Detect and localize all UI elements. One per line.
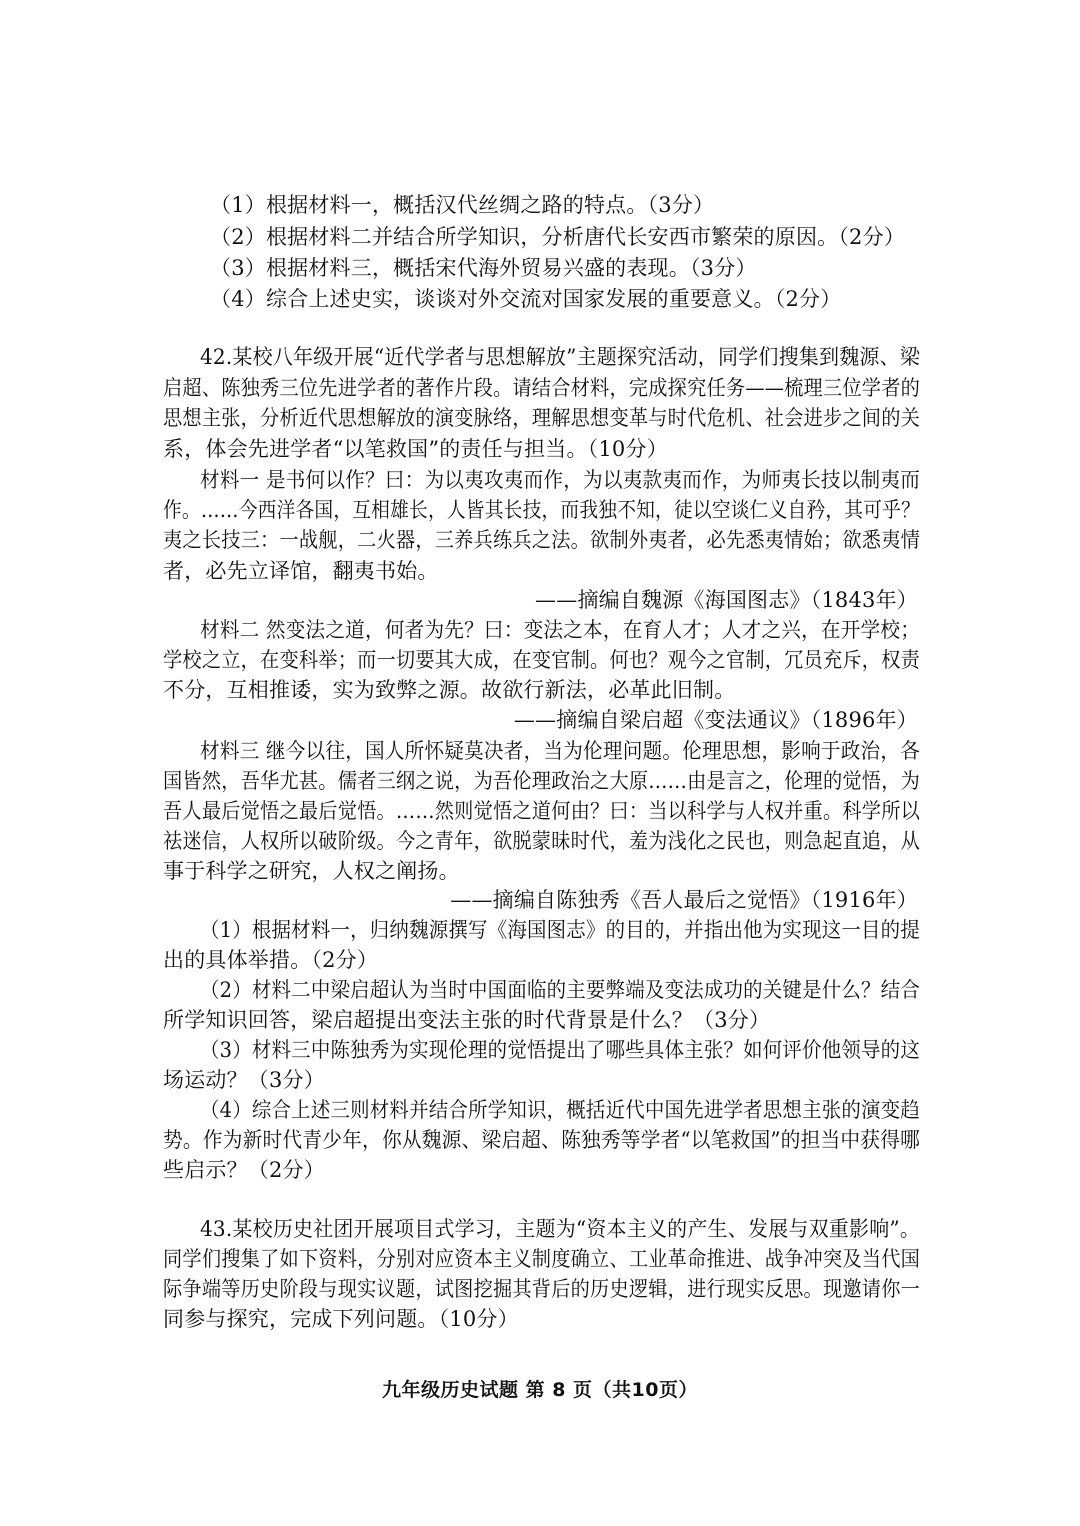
material3-line: 事于科学之研究，人权之阐扬。 [163, 859, 460, 883]
q43-intro-line: 同参与探究，完成下列问题。（10分） [163, 1307, 519, 1331]
material1-line: 材料一 是书何以作？曰：为以夷攻夷而作，为以夷款夷而作，为师夷长技以制夷而 [200, 468, 921, 492]
q42-intro-line: 启超、陈独秀三位先进学者的著作片段。请结合材料，完成探究任务——梳理三位学者的 [163, 376, 921, 400]
material3-source: ——摘编自陈独秀《吾人最后之觉悟》（1916年） [450, 888, 918, 912]
q42-intro-line: 42.某校八年级开展“近代学者与思想解放”主题探究活动，同学们搜集到魏源、梁 [200, 345, 921, 369]
q42-question-line: （3）材料三中陈独秀为实现伦理的觉悟提出了哪些具体主张？如何评价他领导的这 [200, 1038, 920, 1062]
material1-line: 夷之长技三：一战舰，二火器，三养兵练兵之法。欲制外夷者，必先悉夷情始；欲悉夷情 [163, 528, 921, 552]
q43-intro-line: 同学们搜集了如下资料，分别对应资本主义制度确立、工业革命推进、战争冲突及当代国 [163, 1247, 921, 1271]
q42-intro-line: 思想主张，分析近代思想解放的演变脉络，理解思想变革与时代危机、社会进步之间的关 [163, 406, 921, 430]
q42-question-line: （1）根据材料一，归纳魏源撰写《海国图志》的目的，并指出他为实现这一目的提 [200, 918, 920, 942]
q42-question-line: （2）材料二中梁启超认为当时中国面临的主要弊端及变法成功的关键是什么？结合 [200, 978, 920, 1002]
material1-line: 作。……今西洋各国，互相雄长，人皆其长技，而我独不知，徒以空谈仁义自矜，其可乎？ [163, 498, 921, 522]
q42-question-line: 场运动？（3分） [163, 1068, 325, 1092]
material2-line: 材料二 然变法之道，何者为先？曰：变法之本，在育人才；人才之兴，在开学校； [200, 618, 921, 642]
material2-line: 不分，互相推诿，实为致弊之源。故欲行新法，必革此旧制。 [163, 678, 736, 702]
q41-sub4: （4）综合上述史实，谈谈对外交流对国家发展的重要意义。（2分） [210, 287, 842, 311]
material1-line: 者，必先立译馆，翻夷书始。 [163, 559, 439, 583]
q42-question-line: （4）综合上述三则材料并结合所学知识，概括近代中国先进学者思想主张的演变趋 [200, 1098, 920, 1122]
material2-source: ——摘编自梁启超《变法通议》（1896年） [513, 708, 918, 732]
q42-question-line: 势。作为新时代青少年，你从魏源、梁启超、陈独秀等学者“以笔救国”的担当中获得哪 [163, 1128, 921, 1152]
q42-question-line: 所学知识回答，梁启超提出变法主张的时代背景是什么？（3分） [163, 1008, 771, 1032]
material2-line: 学校之立，在变科举；而一切要其大成，在变官制。何也？观今之官制，冗员充斥，权责 [163, 648, 921, 672]
q43-intro-line: 际争端等历史阶段与现实议题，试图挖掘其背后的历史逻辑，进行现实反思。现邀请你一 [163, 1277, 921, 1301]
material3-line: 祛迷信，人权所以破阶级。今之青年，欲脱蒙昧时代，羞为浅化之民也，则急起直追，从 [163, 829, 921, 853]
material3-line: 吾人最后觉悟之最后觉悟。……然则觉悟之道何由？曰：当以科学与人权并重。科学所以 [163, 799, 921, 823]
material3-line: 材料三 继今以往，国人所怀疑莫决者，当为伦理问题。伦理思想，影响于政治，各 [200, 739, 921, 763]
page-footer: 九年级历史试题 第 8 页（共10页） [381, 1379, 698, 1401]
q41-sub1: （1）根据材料一，概括汉代丝绸之路的特点。（3分） [210, 193, 715, 217]
q42-question-line: 些启示？（2分） [163, 1158, 325, 1182]
q41-sub3: （3）根据材料三，概括宋代海外贸易兴盛的表现。（3分） [210, 256, 757, 280]
q42-question-line: 出的具体举措。（2分） [163, 948, 379, 972]
material1-source: ——摘编自魏源《海国图志》（1843年） [535, 588, 918, 612]
q43-intro-line: 43.某校历史社团开展项目式学习，主题为“资本主义的产生、发展与双重影响”。 [200, 1217, 921, 1241]
q41-sub2: （2）根据材料二并结合所学知识，分析唐代长安西市繁荣的原因。（2分） [210, 225, 906, 249]
material3-line: 国皆然，吾华尤甚。儒者三纲之说，为吾伦理政治之大原……由是言之，伦理的觉悟，为 [163, 769, 921, 793]
q42-intro-line: 系，体会先进学者“以笔救国”的责任与担当。（10分） [163, 437, 668, 461]
